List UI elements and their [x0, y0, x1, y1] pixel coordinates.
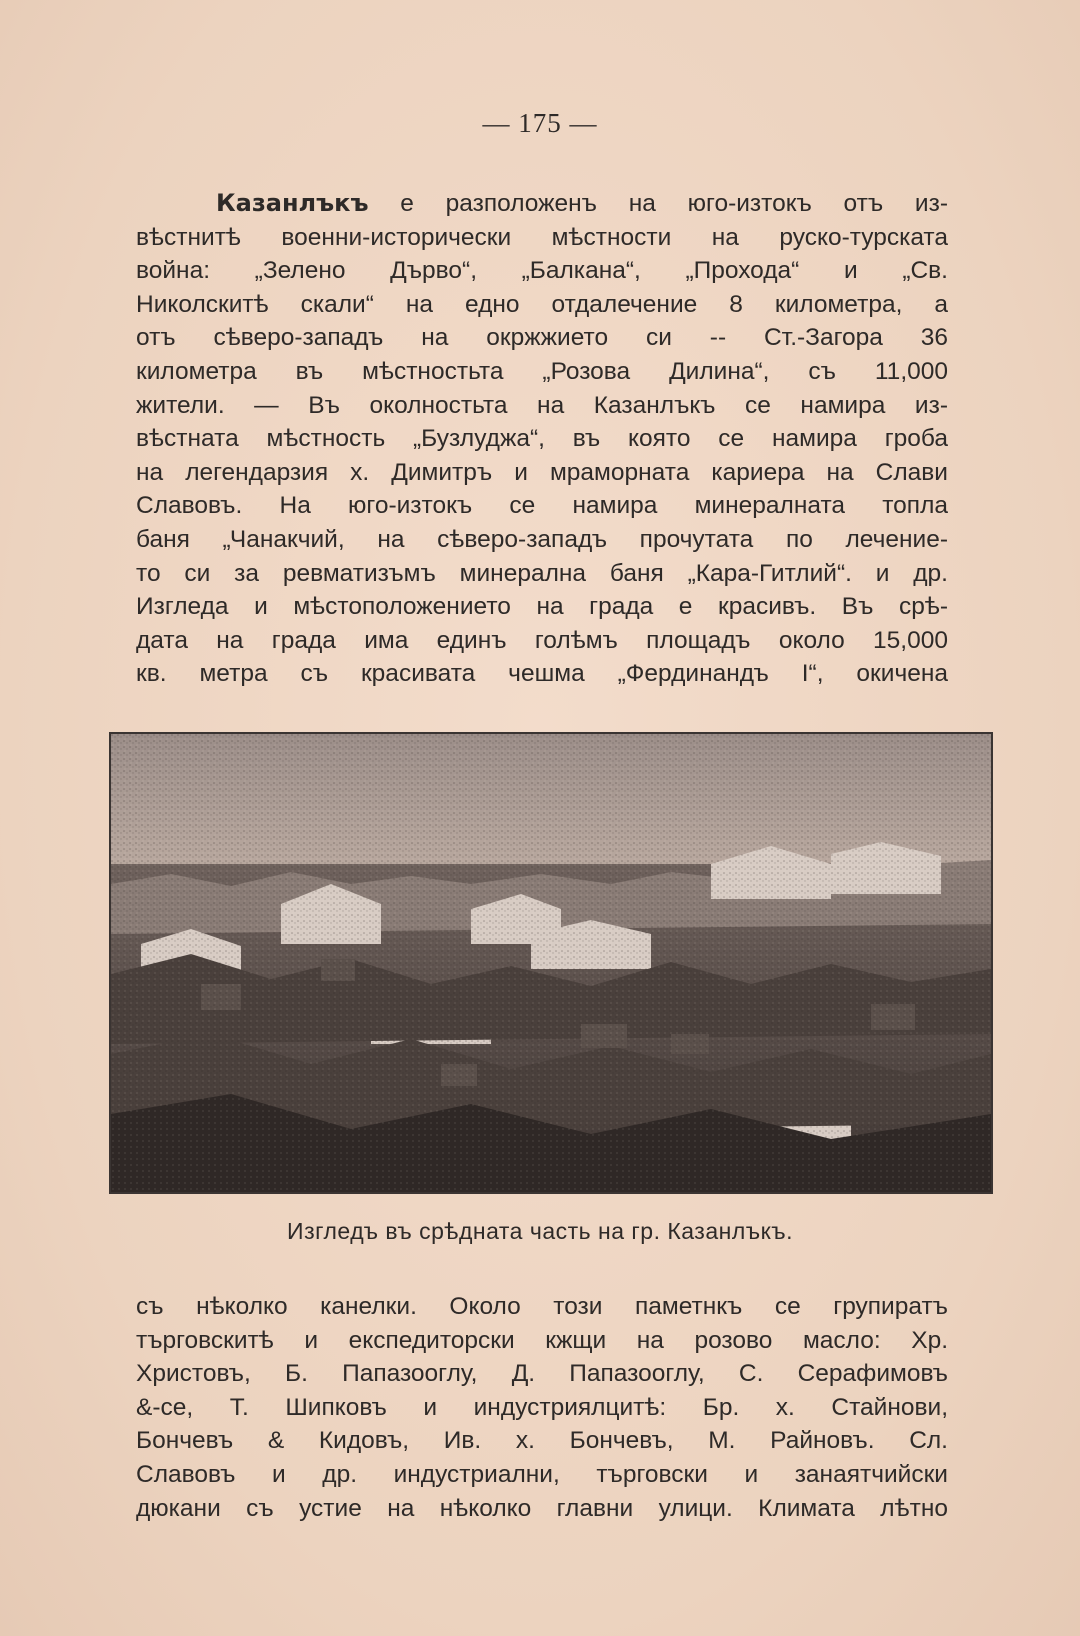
- town-panorama-photo: [109, 732, 993, 1194]
- text-line: вѣстнитѣ военни-исторически мѣстности на руско-турската: [136, 223, 948, 251]
- text-line: война: „Зелено Дърво“, „Балкана“, „Прохода“ и „Св.: [136, 257, 948, 285]
- text-line: дата на града има единъ голѣмъ площадъ около 15,000: [136, 626, 948, 654]
- text-line: Николскитѣ скали“ на едно отдалечение 8 километра, а: [136, 290, 948, 318]
- text-line-rest: е разположенъ на юго-изтокъ отъ из-: [368, 190, 948, 217]
- text-line: километра въ мѣстностьта „Розова Дилина“, съ 11,000: [136, 357, 948, 385]
- text-line: на легендарзия х. Димитръ и мраморната кариера на Слави: [136, 458, 948, 486]
- text-line: Бончевъ & Кидовъ, Ив. х. Бончевъ, М. Райновъ. Сл.: [136, 1427, 948, 1455]
- text-line: Христовъ, Б. Папазооглу, Д. Папазооглу, С. Серафимовъ: [136, 1360, 948, 1388]
- text-line: Изгледа и мѣстоположението на града е красивъ. Въ срѣ-: [136, 593, 948, 621]
- text-line: то си за ревматизъмъ минерална баня „Кара-Гитлий“. и др.: [136, 559, 948, 587]
- text-line: вѣстната мѣстность „Бузлуджа“, въ която се намира гроба: [136, 425, 948, 453]
- text-line: баня „Чанакчий, на сѣверо-западъ прочутата по лечение-: [136, 525, 948, 553]
- bold-term: Казанлъкъ: [216, 189, 369, 217]
- text-line: съ нѣколко канелки. Около този паметнкъ се групиратъ: [136, 1293, 948, 1320]
- text-line: кв. метра съ красивата чешма „Фердинандъ I“, окичена: [136, 660, 948, 688]
- page-number: — 175 —: [482, 108, 598, 138]
- paragraph-bottom: [136, 1290, 948, 1525]
- text-line: търговскитѣ и експедиторски кжщи на розово масло: Хр.: [136, 1326, 948, 1354]
- text-line: отъ сѣверо-западъ на окржжието си -- Ст.-Загора 36: [136, 324, 948, 352]
- paragraph-top: [136, 187, 948, 691]
- text-line: дюкани съ устие на нѣколко главни улици. Климата лѣтно: [136, 1494, 948, 1522]
- text-line: [136, 187, 948, 221]
- text-line: жители. — Въ околностьта на Казанлъкъ се намира из-: [136, 391, 948, 419]
- text-line: Славовъ. На юго-изтокъ се намира минералната топла: [136, 492, 948, 520]
- text-line: Славовъ и др. индустриални, търговски и занаятчийски: [136, 1460, 948, 1488]
- photo-caption: Изгледъ въ срѣдната часть на гр. Казанлъкъ.: [287, 1218, 793, 1244]
- text-line: &-се, Т. Шипковъ и индустриялцитѣ: Бр. х. Стайнови,: [136, 1393, 948, 1421]
